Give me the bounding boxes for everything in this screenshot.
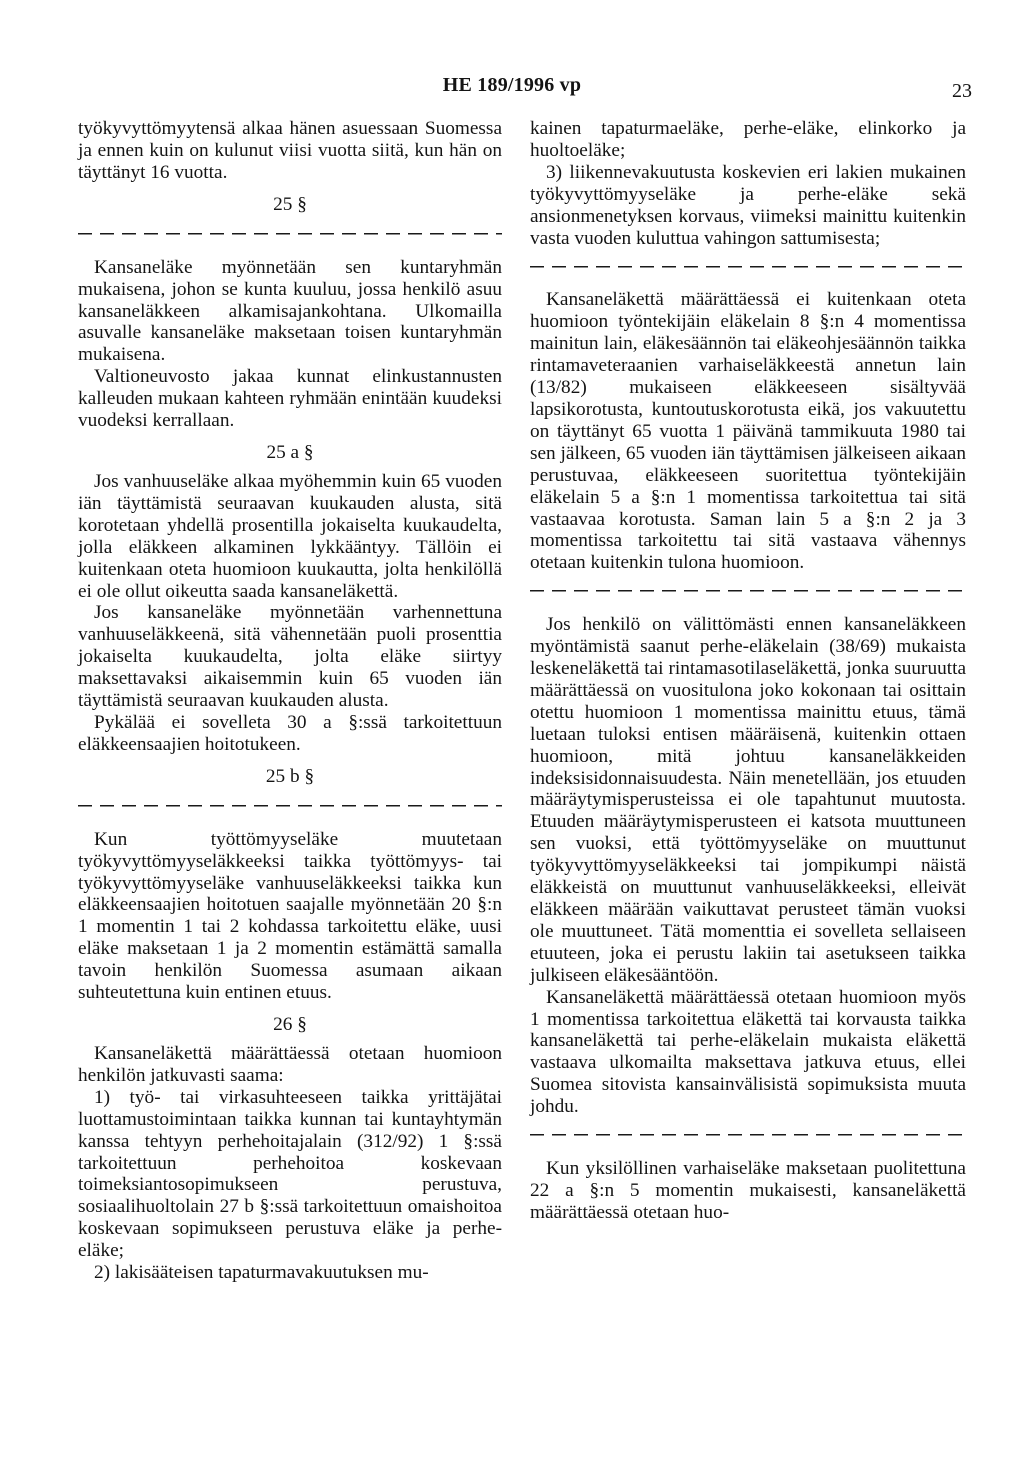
paragraph: Jos kansaneläke myönnetään varhennettuna vanhuuseläkkeenä, sitä vähennetään puoli prosenttia jokaiselta kuukaudelta, jolta eläke siirtyy maksettavaksi aikaisemmin kuin 65 vuoden iän täyttämistä seuraavan kuukauden alusta. [78,602,502,712]
paragraph: Kansaneläkettä määrättäessä otetaan huomioon myös 1 momentissa tarkoitettua eläkettä tai korvausta taikka kansaneläkettä tai perhe-eläkelain mukaista eläkettä vastaava ulkomailta maksettava jatkuva etuus, ellei Suomea sitovista kansainvälisistä sopimuksista muuta johdu. [530,986,966,1118]
page-header [0,74,1024,104]
paragraph: työkyvyttömyytensä alkaa hänen asuessaan Suomessa ja ennen kuin on kulunut viisi vuotta siitä, kun hän on täyttänyt 16 vuotta. [78,118,502,183]
paragraph: Kansaneläkettä määrättäessä ei kuitenkaan oteta huomioon työntekijäin eläkelain 8 §:n 4 momentissa mainitun lain, eläkesäännön tai eläkeohjesäännön taikka rintamaveteraanien varhaiseläkkeestä annetun lain (13/82) mukaiseen eläkkeeseen sisältyvää lapsikorotusta, kuntoutuskorotusta eikä, jos vakuutettu on täyttänyt 65 vuotta 1 päivänä tammikuuta 1980 tai sen jälkeen, 65 vuoden iän täyttämisen jälkeiseen aikaan perustuvaa, eläkkeeseen suoritettua työntekijäin eläkelain 5 a §:n 1 momentissa tarkoitettua tai sitä vastaavaa korotusta. Saman lain 5 a §:n 2 ja 3 momentissa tarkoitettu tai sitä vastaava vähennys otetaan kuitenkin tulona huomioon. [530,289,966,574]
omission-line [78,223,502,245]
left-column [78,118,502,1284]
paragraph: Jos vanhuuseläke alkaa myöhemmin kuin 65 vuoden iän täyttämistä seuraavan kuukauden alusta, sitä korotetaan yhdellä prosentilla jokaiselta kuukaudelta, jolla eläkkeen alkaminen lykkääntyy. Tällöin ei kuitenkaan oteta huomioon kuukautta, jolta henkilöllä ei ole ollut oikeutta saada kansaneläkettä. [78,470,502,602]
section-heading-25b: 25 b § [265,765,315,787]
list-item: 3) liikennevakuutusta koskevien eri lakien mukainen työkyvyttömyyseläke ja perhe-eläke sekä ansionmenetyksen korvaus, viimeksi mainittu kuitenkin vasta vuoden kuluttua vahingon sattumisesta; [530,161,966,249]
list-item: 2) lakisääteisen tapaturmavakuutuksen mu- [94,1262,429,1284]
document-title: HE 189/1996 vp [442,74,582,96]
paragraph: Kansaneläke myönnetään sen kuntaryhmän mukaisena, johon se kunta kuuluu, jossa henkilö asuu kansaneläkkeen alkamisajankohtana. Ulkomailla asuvalle kansaneläke maksetaan toisen kuntaryhmän mukaisena. [78,256,502,366]
section-heading-26: 26 § [273,1014,307,1035]
omission-line [530,580,966,602]
page-number: 23 [952,80,972,102]
paragraph: Kun yksilöllinen varhaiseläke maksetaan puolitettuna 22 a §:n 5 momentin mukaisesti, kansaneläkettä määrättäessä otetaan huo- [530,1158,966,1223]
omission-line [530,255,966,277]
list-item: 1) työ- tai virkasuhteeseen taikka yrittäjätai luottamustoimintaan taikka kunnan tai kuntayhtymän kanssa tehtyyn perhehoitajalain (312/92) 1 §:ssä tarkoitettuun perhehoitoa koskevaan toimeksiantosopimukseen perustuva, sosiaalihuoltolain 27 b §:ssä tarkoitettuun omaishoitoa koskevaan sopimukseen perustuva eläke ja perhe-eläke; [78,1086,502,1262]
paragraph: Kansaneläkettä määrättäessä otetaan huomioon henkilön jatkuvasti saama: [78,1043,502,1086]
section-heading-25a: 25 a § [266,441,314,463]
omission-line [530,1124,966,1146]
paragraph: kainen tapaturmaeläke, perhe-eläke, elinkorko ja huoltoeläke; [530,118,966,161]
paragraph: Pykälää ei sovelleta 30 a §:ssä tarkoitettuun eläkkeensaajien hoitotukeen. [78,711,502,755]
paragraph: Kun työttömyyseläke muutetaan työkyvyttömyyseläkkeeksi taikka työttömyys- tai työkyvyttömyyseläke vanhuuseläkkeeksi taikka kun eläkkeensaajien hoitotuen saajalle myönnetään 20 §:n 1 momentin 1 tai 2 kohdassa tarkoitettu eläke, uusi eläke maksetaan 1 ja 2 momentin estämättä samalla tavoin henkilön Suomessa asumaan aikaan suhteutettuna kuin entinen etuus. [78,828,502,1004]
section-heading-25: 25 § [273,193,307,215]
paragraph: Valtioneuvosto jakaa kunnat elinkustannusten kalleuden mukaan kahteen ryhmään enintään kuudeksi vuodeksi kerrallaan. [78,366,502,432]
omission-line [78,795,502,817]
paragraph: Jos henkilö on välittömästi ennen kansaneläkkeen myöntämistä saanut perhe-eläkelain (38/69) mukaista leskeneläkettä tai rintamasotilaseläkettä, jonka suuruutta määrättäessä on vuositulona joko kokonaan tai osittain otettu huomioon 1 momentissa mainittu etuus, tämä luetaan tuloksi entisen määräisenä, kuitenkin ottaen huomioon, mitä johtuu kansaneläkkeiden indeksisidonnaisuudesta. Näin menetellään, jos etuuden määräytymisperusteissa ei ole tapahtunut muutosta. Etuuden määräytymisperusteen ei katsota muuttuneen sen vuoksi, että työttömyyseläke on muuttunut työkyvyttömyyseläkkeeksi tai jompikumpi näistä eläkkeistä on muuttunut vanhuuseläkkeeksi, elleivät eläkkeen määrään vaikuttavat perusteet tämän vuoksi ole muuttuneet. Tätä momenttia ei sovelleta sellaiseen etuuteen, joka ei perustu lakiin tai asetukseen taikka julkiseen eläkesääntöön. [530,614,966,986]
right-column [530,118,966,1224]
